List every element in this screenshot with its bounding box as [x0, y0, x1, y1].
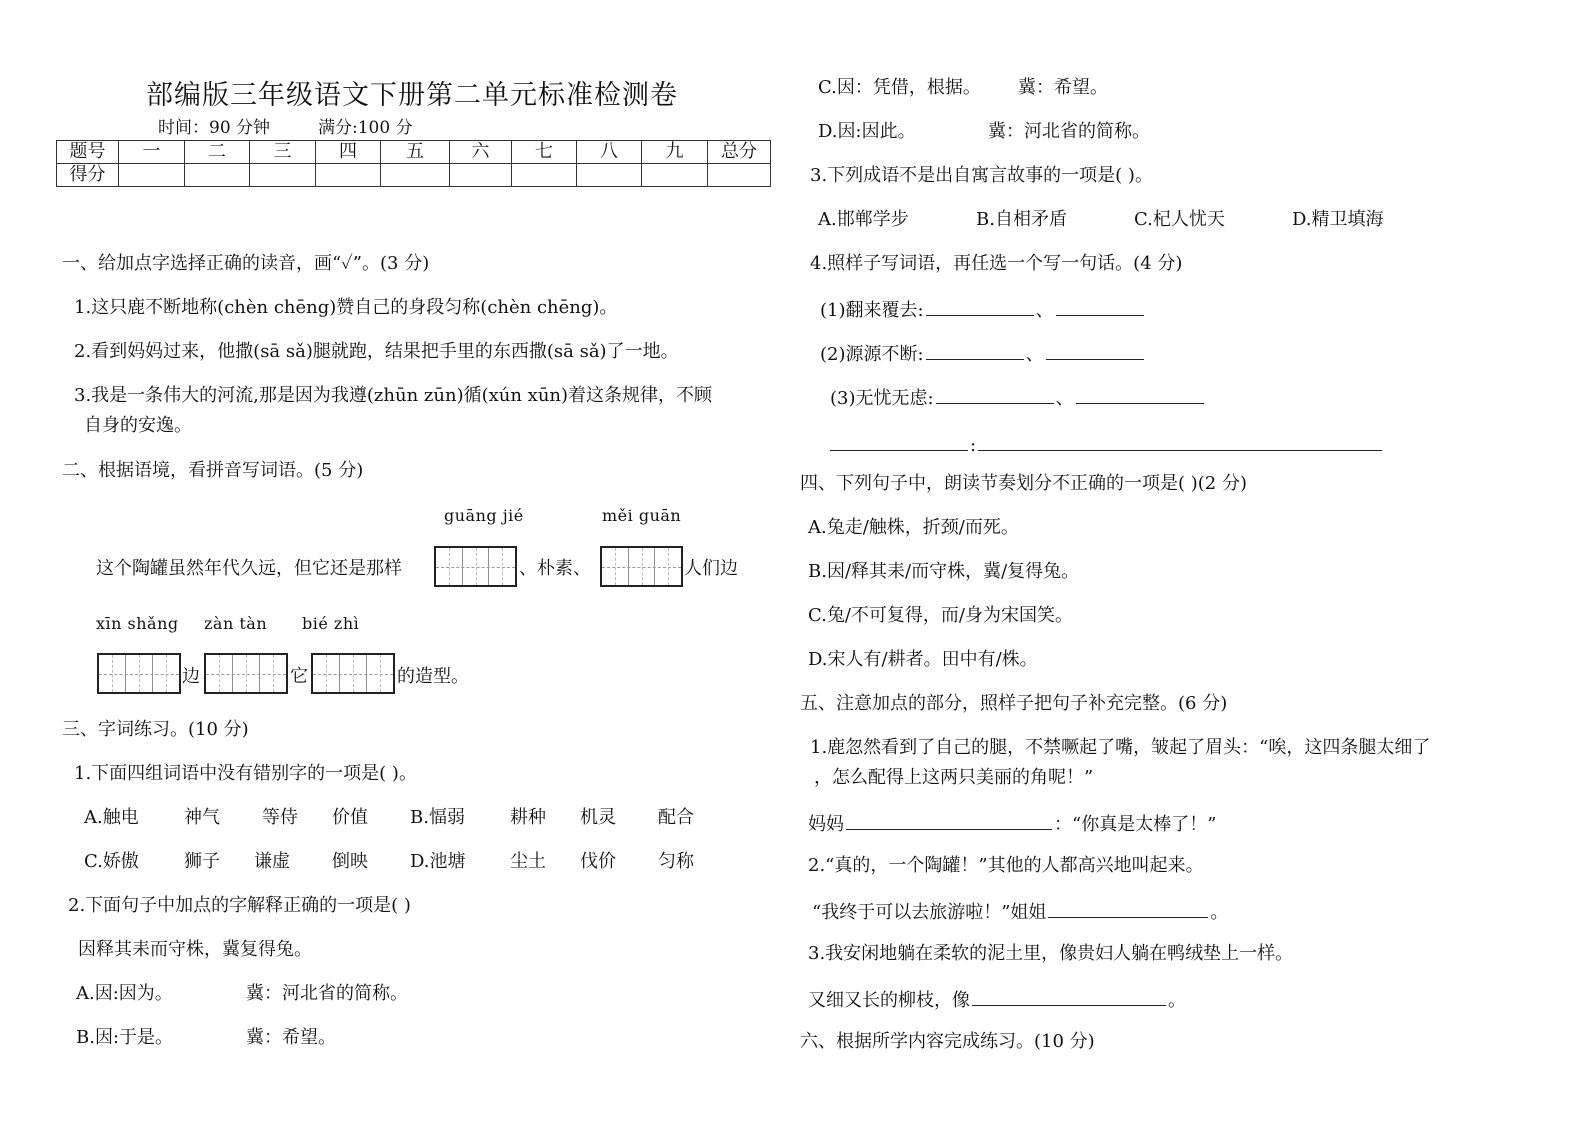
s5-q1-answer-prefix: 妈妈: [808, 814, 844, 835]
score-table-header-row: [57, 141, 771, 164]
s3-q1-option: B.愊弱: [410, 807, 465, 828]
s1-question-1: 1.这只鹿不断地称(chèn chēng)赞自己的身段匀称(chèn chēng)。: [74, 297, 618, 318]
s3-q3-option: C.杞人忧天: [1134, 209, 1225, 230]
s3-q2-sentence: 因释其耒而守株，冀复得兔。: [78, 939, 312, 960]
answer-blank[interactable]: [1048, 899, 1208, 918]
s3-question-2: 2.下面句子中加点的字解释正确的一项是( ): [68, 895, 411, 916]
s3-q1-option: 等侍: [262, 807, 298, 828]
s3-q3-option: A.邯郸学步: [818, 209, 909, 230]
s5-q1-answer-line: [808, 811, 1216, 836]
s3-question-4: 4.照样子写词语，再任选一个写一句话。(4 分): [810, 253, 1183, 274]
s3-question-3: 3.下列成语不是出自寓言故事的一项是( )。: [810, 165, 1153, 186]
s3-q2-option-d-2: 冀：河北省的简称。: [988, 121, 1150, 142]
answer-blank[interactable]: [1046, 341, 1144, 360]
score-header-cell: 六: [450, 141, 512, 164]
s3-q4-item-2-label: (2)源源不断:: [820, 344, 924, 365]
answer-blank[interactable]: [830, 432, 968, 451]
s3-q2-option-b-2: 冀：希望。: [246, 1027, 336, 1048]
answer-blank[interactable]: [846, 811, 1052, 830]
section-6-title: 六、根据所学内容完成练习。(10 分): [800, 1031, 1095, 1052]
s5-q1-answer-suffix: ：“你真是太棒了！”: [1054, 814, 1217, 835]
score-cell[interactable]: [119, 164, 185, 187]
score-header-cell: 题号: [57, 141, 119, 164]
s2-line-2a: 边: [182, 666, 200, 687]
s3-q2-option-c: C.因：凭借，根据。: [818, 77, 981, 98]
pinyin-zan-tan: zàn tàn: [204, 614, 268, 633]
s2-line-1c: 人们边: [684, 558, 738, 579]
s3-q1-option: 狮子: [184, 851, 220, 872]
score-header-cell: 八: [577, 141, 642, 164]
score-table-score-row: [57, 164, 771, 187]
s3-q2-option-b: B.因:于是。: [76, 1027, 174, 1048]
s4-option-a: A.兔走/触株，折颈/而死。: [808, 517, 1019, 538]
s3-q4-item-3: [830, 385, 1206, 410]
s5-question-1-cont: ，怎么配得上这两只美丽的角呢！”: [814, 767, 1094, 788]
score-header-cell: 五: [381, 141, 450, 164]
answer-blank[interactable]: [972, 987, 1166, 1006]
s5-q2-answer-suffix: 。: [1210, 902, 1229, 923]
s3-q1-option: 价值: [332, 807, 368, 828]
exam-time: 时间：90 分钟: [158, 118, 271, 138]
s4-option-b: B.因/释其耒/而守株，冀/复得兔。: [808, 561, 1080, 582]
s3-q1-option: 倒映: [332, 851, 368, 872]
separator: 、: [1035, 300, 1054, 321]
score-cell[interactable]: [250, 164, 316, 187]
answer-blank[interactable]: [926, 341, 1024, 360]
s3-q1-option: 谦虚: [254, 851, 290, 872]
s3-q2-option-c-2: 冀：希望。: [1018, 77, 1108, 98]
s1-question-2: 2.看到妈妈过来，他撒(sā sǎ)腿就跑，结果把手里的东西撒(sā sǎ)了一地。: [74, 341, 679, 362]
s3-q3-option: B.自相矛盾: [976, 209, 1067, 230]
answer-blank[interactable]: [926, 297, 1034, 316]
s5-q3-answer-suffix: 。: [1168, 990, 1186, 1011]
s3-question-1: 1.下面四组词语中没有错别字的一项是( )。: [74, 763, 417, 784]
score-header-cell: 三: [250, 141, 316, 164]
answer-blank[interactable]: [978, 432, 1382, 451]
separator: 、: [1055, 388, 1074, 409]
s3-q1-option: 尘土: [510, 851, 546, 872]
s3-q1-option: 耕种: [510, 807, 546, 828]
s5-question-2: 2.“真的，一个陶罐！”其他的人都高兴地叫起来。: [808, 855, 1204, 876]
s3-q1-option: A.触电: [84, 807, 139, 828]
separator: 、: [1025, 344, 1044, 365]
score-table: [56, 140, 771, 187]
score-header-cell: 四: [316, 141, 381, 164]
s3-q1-option: 神气: [184, 807, 220, 828]
char-grid-3[interactable]: [97, 653, 181, 694]
s2-line-2c: 的造型。: [397, 666, 469, 687]
s3-q4-item-1: [820, 297, 1146, 322]
char-grid-5[interactable]: [311, 653, 395, 694]
colon: :: [970, 435, 977, 456]
s3-q3-option: D.精卫填海: [1292, 209, 1384, 230]
s3-q4-item-3-label: (3)无忧无虑:: [830, 388, 934, 409]
score-cell[interactable]: [577, 164, 642, 187]
score-cell[interactable]: [450, 164, 512, 187]
s2-line-2b: 它: [290, 666, 308, 687]
s5-q2-answer-line: [812, 899, 1228, 924]
pinyin-xin-shang: xīn shǎng: [96, 614, 179, 633]
s3-q1-option: 匀称: [658, 851, 694, 872]
s5-q3-answer-prefix: 又细又长的柳枝，像: [808, 990, 970, 1011]
s3-q1-option: 伐价: [580, 851, 616, 872]
section-5-title: 五、注意加点的部分，照样子把句子补充完整。(6 分): [800, 693, 1228, 714]
answer-blank[interactable]: [1076, 385, 1204, 404]
s4-option-d: D.宋人有/耕者。田中有/株。: [808, 649, 1038, 670]
s5-question-3: 3.我安闲地躺在柔软的泥土里，像贵妇人躺在鸭绒垫上一样。: [808, 943, 1294, 964]
pinyin-guang-jie: guāng jié: [444, 506, 524, 525]
page-title: 部编版三年级语文下册第二单元标准检测卷: [146, 80, 678, 111]
score-row-label: 得分: [57, 164, 119, 187]
char-grid-1[interactable]: [434, 546, 517, 587]
s5-question-1: 1.鹿忽然看到了自己的腿，不禁噘起了嘴，皱起了眉头：“唉，这四条腿太细了: [810, 737, 1431, 758]
s1-question-3-cont: 自身的安逸。: [84, 415, 192, 436]
score-header-cell: 一: [119, 141, 185, 164]
score-cell[interactable]: [642, 164, 708, 187]
score-cell[interactable]: [185, 164, 250, 187]
exam-full-score: 满分:100 分: [318, 118, 413, 138]
score-header-cell: 总分: [708, 141, 771, 164]
pinyin-bie-zhi: bié zhì: [302, 614, 360, 633]
s3-q4-sentence-line: [828, 432, 1384, 457]
score-header-cell: 九: [642, 141, 708, 164]
s5-q3-answer-line: [808, 987, 1186, 1012]
s3-q4-item-2: [820, 341, 1146, 366]
s3-q4-item-1-label: (1)翻来覆去:: [820, 300, 924, 321]
score-cell[interactable]: [316, 164, 381, 187]
s5-q2-answer-prefix: “我终于可以去旅游啦！”姐姐: [812, 902, 1047, 923]
section-1-title: 一、给加点字选择正确的读音，画“✓”。(3 分): [62, 253, 430, 274]
score-cell[interactable]: [381, 164, 450, 187]
s3-q2-option-a: A.因:因为。: [76, 983, 173, 1004]
section-4-title: 四、下列句子中，朗读节奏划分不正确的一项是( )(2 分): [800, 473, 1247, 494]
char-grid-4[interactable]: [204, 653, 288, 694]
s4-option-c: C.兔/不可复得，而/身为宋国笑。: [808, 605, 1073, 626]
s3-q1-option: 配合: [658, 807, 694, 828]
s3-q2-option-a-2: 冀：河北省的简称。: [246, 983, 408, 1004]
section-3-title: 三、字词练习。(10 分): [62, 719, 249, 740]
score-cell[interactable]: [512, 164, 577, 187]
score-header-cell: 二: [185, 141, 250, 164]
answer-blank[interactable]: [936, 385, 1054, 404]
s3-q1-option: C.娇傲: [84, 851, 139, 872]
s3-q1-option: 机灵: [580, 807, 616, 828]
score-header-cell: 七: [512, 141, 577, 164]
s3-q2-option-d: D.因:因此。: [818, 121, 916, 142]
s2-line-1a: 这个陶罐虽然年代久远，但它还是那样: [96, 558, 402, 579]
pinyin-mei-guan: měi guān: [602, 506, 682, 525]
s1-question-3: 3.我是一条伟大的河流,那是因为我遵(zhūn zūn)循(xún xūn)着这条规律，不顾: [74, 385, 713, 406]
score-cell[interactable]: [708, 164, 771, 187]
answer-blank[interactable]: [1056, 297, 1144, 316]
s3-q1-option: D.池塘: [410, 851, 466, 872]
char-grid-2[interactable]: [600, 546, 683, 587]
s2-line-1b: 、朴素、: [519, 558, 591, 579]
section-2-title: 二、根据语境，看拼音写词语。(5 分): [62, 460, 364, 481]
